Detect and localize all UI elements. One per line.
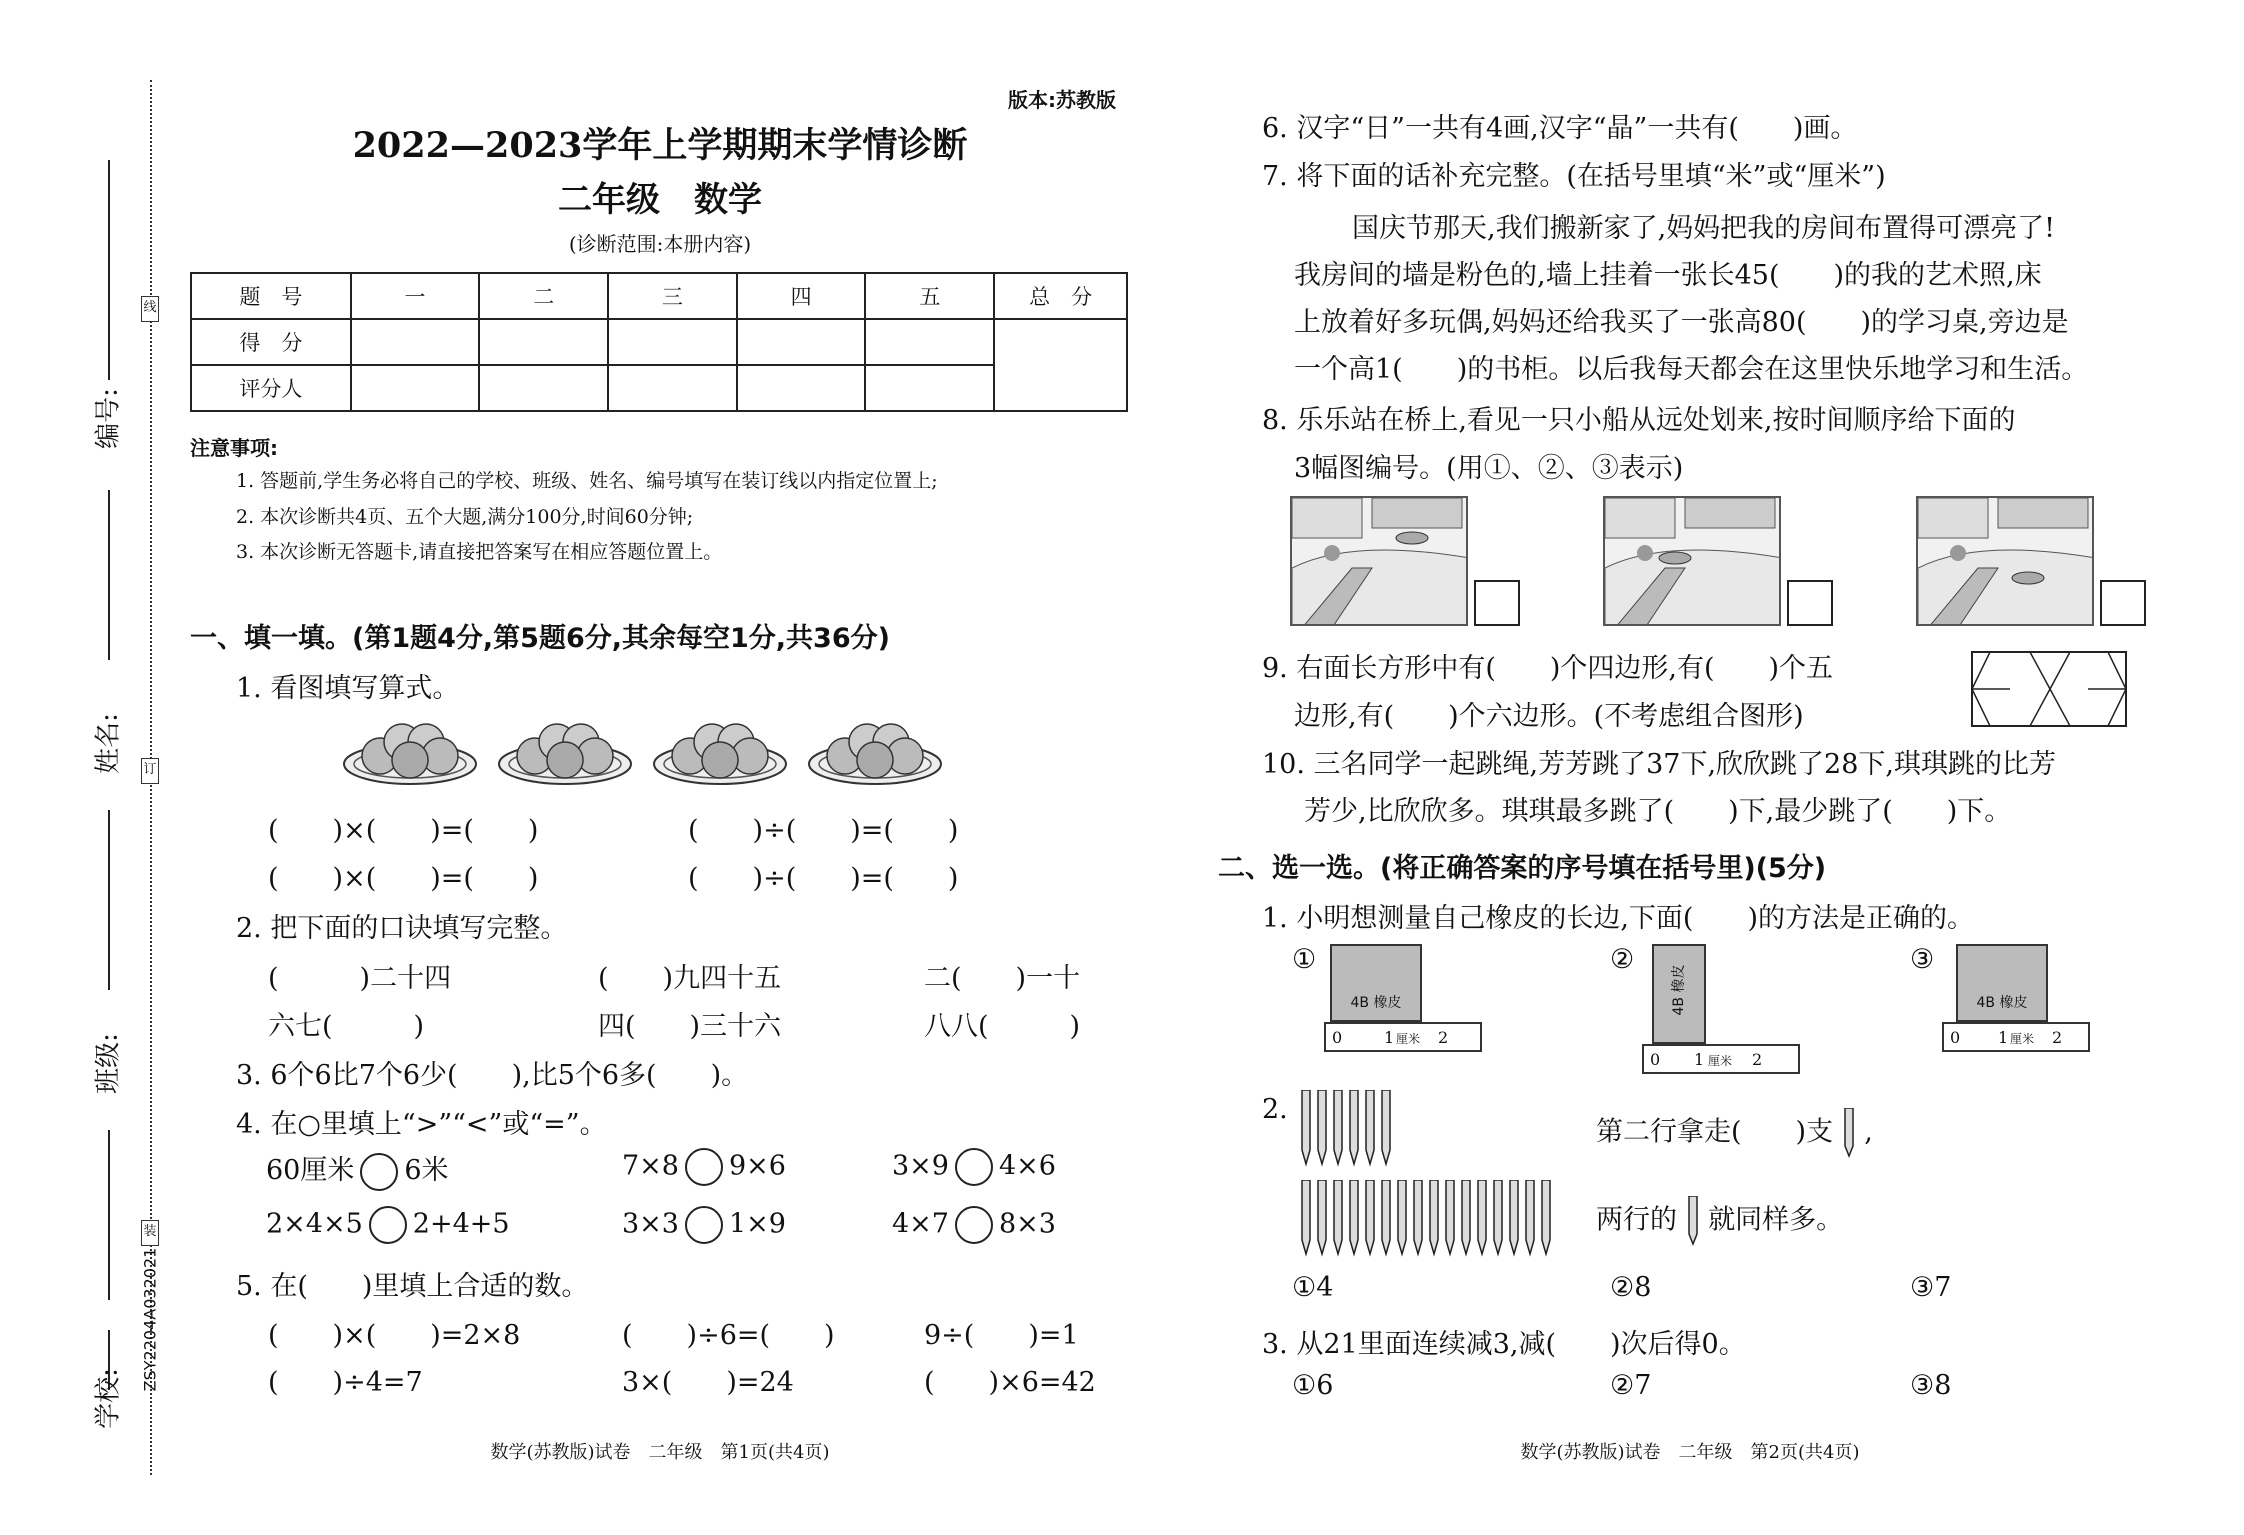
header-cell: 一 [351, 273, 480, 319]
grader-cell[interactable] [351, 365, 480, 411]
paper-code: ZSY2204A032021 [140, 1247, 160, 1392]
eraser-ruler-figure [1324, 944, 1484, 1054]
ruler-icon [1324, 1022, 1482, 1052]
eraser-icon: 4B 橡皮 [1956, 944, 2048, 1022]
q1-equation[interactable]: ( )÷( )=( ) [688, 815, 959, 846]
pencils-row-1 [1298, 1090, 1398, 1170]
eraser-label-vertical: 4B 橡皮 [1671, 964, 1687, 1016]
grader-cell[interactable] [608, 365, 737, 411]
q1-equation[interactable]: ( )×( )=( ) [268, 815, 539, 846]
compare-item [266, 1206, 510, 1244]
fill-number-item[interactable]: ( )÷6=( ) [622, 1320, 835, 1351]
boat-scene-image [1603, 496, 1781, 626]
q10: 10. 三名同学一起跳绳,芳芳跳了37下,欣欣跳了28下,琪琪跳的比芳 [1262, 749, 2056, 780]
bridge-scene-icon [1292, 498, 1468, 626]
page-footer-right: 数学(苏教版)试卷 二年级 第2页(共4页) [1520, 1442, 1860, 1463]
plate-icon [344, 724, 476, 784]
header-cell: 五 [865, 273, 994, 319]
row-label: 得 分 [191, 319, 351, 365]
q1-equation[interactable]: ( )×( )=( ) [268, 863, 539, 894]
score-cell[interactable] [865, 319, 994, 365]
boat-scene-image [1916, 496, 2094, 626]
s2-q2-text[interactable] [1596, 1108, 1873, 1158]
q6[interactable]: 6. 汉字“日”一共有4画,汉字“晶”一共有( )画。 [1262, 113, 1858, 144]
s1-q3[interactable]: 3. 6个6比7个6少( ),比5个6多( )。 [236, 1060, 749, 1091]
ruler-tick-label: 2 [1438, 1028, 1449, 1047]
q9[interactable]: 9. 右面长方形中有( )个四边形,有( )个五 [1262, 653, 1834, 684]
compare-circle[interactable] [685, 1206, 723, 1244]
s2-q3[interactable]: 3. 从21里面连续减3,减( )次后得0。 [1262, 1329, 1746, 1360]
compare-circle[interactable] [955, 1206, 993, 1244]
compare-right: 4×6 [998, 1150, 1056, 1182]
note-item: 3. 本次诊断无答题卡,请直接把答案写在相应答题位置上。 [236, 541, 723, 563]
ruler-tick-label: 1 [1694, 1050, 1705, 1069]
fill-number-item[interactable]: 9÷( )=1 [924, 1320, 1079, 1351]
binding-line-2 [108, 490, 110, 660]
header-cell: 总 分 [994, 273, 1127, 319]
q7-paragraph[interactable]: 我房间的墙是粉色的,墙上挂着一张长45( )的我的艺术照,床 [1294, 260, 2042, 291]
fill-number-item[interactable]: 3×( )=24 [622, 1367, 794, 1398]
s2-q2-number: 2. [1262, 1094, 1288, 1125]
binding-line-4 [108, 1130, 110, 1300]
answer-option[interactable]: ③7 [1910, 1272, 1952, 1303]
compare-right: 8×3 [998, 1208, 1056, 1240]
ruler-unit-label: 厘米 [1708, 1054, 1733, 1068]
binding-line-1 [108, 160, 110, 380]
binding-mark-ding: 订 [141, 758, 159, 784]
compare-left: 60厘米 [266, 1155, 355, 1186]
compare-right: 2+4+5 [412, 1208, 510, 1240]
compare-item [622, 1206, 786, 1244]
fill-number-item[interactable]: ( )×6=42 [924, 1367, 1096, 1398]
q8: 3幅图编号。(用①、②、③表示) [1294, 453, 1684, 484]
grader-cell[interactable] [479, 365, 608, 411]
ruler-tick-label: 2 [2052, 1028, 2063, 1047]
s2-q2-line1-end: , [1864, 1116, 1873, 1148]
pencil-icon [1842, 1108, 1856, 1158]
compare-left: 2×4×5 [266, 1208, 363, 1240]
s1-q1: 1. 看图填写算式。 [236, 673, 460, 704]
section1-heading: 一、填一填。(第1题4分,第5题6分,其余每空1分,共36分) [190, 623, 890, 654]
compare-circle[interactable] [369, 1206, 407, 1244]
polygon-rectangle-figure [1970, 650, 2128, 728]
q10[interactable]: 芳少,比欣欣多。琪琪最多跳了( )下,最少跳了( )下。 [1304, 796, 2012, 827]
section2-heading: 二、选一选。(将正确答案的序号填在括号里)(5分) [1218, 853, 1827, 884]
compare-item [266, 1148, 449, 1191]
compare-circle[interactable] [360, 1153, 398, 1191]
s1-q2: 2. 把下面的口诀填写完整。 [236, 913, 568, 944]
score-table-header [191, 273, 1127, 319]
rhyme-item[interactable]: 四( )三十六 [598, 1011, 782, 1042]
option-marker[interactable]: ③ [1910, 944, 1935, 975]
row-label: 评分人 [191, 365, 351, 411]
answer-box[interactable] [1787, 580, 1833, 626]
header-cell: 二 [479, 273, 608, 319]
score-row [191, 319, 1127, 365]
ruler-unit-label: 厘米 [1396, 1032, 1421, 1046]
option-marker[interactable]: ① [1292, 944, 1317, 975]
eraser-ruler-figure [1942, 944, 2092, 1054]
s2-q2-line2b: 就同样多。 [1708, 1204, 1844, 1236]
s2-q1[interactable]: 1. 小明想测量自己橡皮的长边,下面( )的方法是正确的。 [1262, 903, 1974, 934]
s1-q4: 4. 在○里填上“>”“<”或“=”。 [236, 1109, 607, 1140]
q7-paragraph[interactable]: 上放着好多玩偶,妈妈还给我买了一张高80( )的学习桌,旁边是 [1294, 307, 2069, 338]
q9[interactable]: 边形,有( )个六边形。(不考虑组合图形) [1294, 701, 1804, 732]
eraser-icon: 4B 橡皮 [1330, 944, 1422, 1022]
q7: 7. 将下面的话补充完整。(在括号里填“米”或“厘米”) [1262, 161, 1886, 192]
compare-left: 3×3 [622, 1208, 679, 1240]
q8: 8. 乐乐站在桥上,看见一只小船从远处划来,按时间顺序给下面的 [1262, 405, 2016, 436]
score-cell[interactable] [737, 319, 866, 365]
total-cell[interactable] [994, 319, 1127, 411]
answer-option[interactable]: ①4 [1292, 1272, 1334, 1303]
header-cell: 题 号 [191, 273, 351, 319]
pencil-icon [1686, 1196, 1700, 1246]
compare-right: 6米 [404, 1155, 449, 1186]
compare-left: 7×8 [622, 1150, 679, 1182]
note-item: 2. 本次诊断共4页、五个大题,满分100分,时间60分钟; [236, 506, 694, 528]
q7-paragraph[interactable]: 一个高1( )的书柜。以后我每天都会在这里快乐地学习和生活。 [1294, 354, 2089, 385]
answer-box[interactable] [1474, 580, 1520, 626]
compare-right: 9×6 [728, 1150, 786, 1182]
header-cell: 三 [608, 273, 737, 319]
pencils-row-2 [1298, 1180, 1558, 1260]
grader-row [191, 365, 1127, 411]
score-cell[interactable] [479, 319, 608, 365]
ruler-tick-label: 0 [1332, 1028, 1343, 1047]
answer-box[interactable] [2100, 580, 2146, 626]
number-label: 编号: [93, 388, 124, 449]
compare-circle[interactable] [955, 1148, 993, 1186]
ruler-icon [1942, 1022, 2090, 1052]
s2-q2-line1[interactable]: 第二行拿走( )支 [1596, 1116, 1834, 1148]
compare-right: 1×9 [728, 1208, 786, 1240]
exam-subtitle: 二年级 数学 [558, 180, 762, 220]
ruler-tick-label: 1 [1998, 1028, 2009, 1047]
exam-title: 2022—2023学年上学期期末学情诊断 [352, 125, 968, 166]
plate-icon [654, 724, 786, 784]
ruler-unit-label: 厘米 [2010, 1032, 2035, 1046]
answer-option[interactable]: ③8 [1910, 1370, 1952, 1401]
s1-q5: 5. 在( )里填上合适的数。 [236, 1271, 589, 1302]
binding-line-3 [108, 810, 110, 990]
notes-heading: 注意事项: [190, 436, 278, 460]
s2-q2-text [1596, 1196, 1843, 1246]
binding-mark-xian: 线 [141, 296, 159, 322]
note-item: 1. 答题前,学生务必将自己的学校、班级、姓名、编号填写在装订线以内指定位置上; [236, 470, 938, 492]
rhyme-item[interactable]: 二( )一十 [924, 963, 1081, 994]
ruler-tick-label: 0 [1650, 1050, 1661, 1069]
ruler-icon [1642, 1044, 1800, 1074]
class-label: 班级: [93, 1033, 124, 1094]
grader-cell[interactable] [865, 365, 994, 411]
q7-paragraph: 国庆节那天,我们搬新家了,妈妈把我的房间布置得可漂亮了! [1352, 213, 2056, 244]
boat-scene-image [1290, 496, 1468, 626]
score-cell[interactable] [351, 319, 480, 365]
fill-number-item[interactable]: ( )×( )=2×8 [268, 1320, 521, 1351]
compare-left: 4×7 [892, 1208, 949, 1240]
rhyme-item[interactable]: ( )二十四 [268, 963, 452, 994]
rhyme-item[interactable]: 八八( ) [924, 1011, 1081, 1042]
school-label: 学校: [93, 1368, 124, 1429]
bridge-scene-icon [1605, 498, 1781, 626]
name-label: 姓名: [93, 713, 124, 774]
ruler-tick-label: 2 [1752, 1050, 1763, 1069]
fruit-plates-illustration [340, 712, 960, 792]
compare-item [892, 1206, 1056, 1244]
binding-mark-zhuang: 装 [141, 1220, 159, 1246]
exam-scope: (诊断范围:本册内容) [568, 232, 752, 256]
rhyme-item[interactable]: ( )九四十五 [598, 963, 782, 994]
fill-number-item[interactable]: ( )÷4=7 [268, 1367, 423, 1398]
option-marker[interactable]: ② [1610, 944, 1635, 975]
plate-icon [499, 724, 631, 784]
ruler-tick-label: 0 [1950, 1028, 1961, 1047]
answer-option[interactable]: ②8 [1610, 1272, 1652, 1303]
compare-circle[interactable] [685, 1148, 723, 1186]
q1-equation[interactable]: ( )÷( )=( ) [688, 863, 959, 894]
compare-left: 3×9 [892, 1150, 949, 1182]
answer-option[interactable]: ②7 [1610, 1370, 1652, 1401]
page-footer-left: 数学(苏教版)试卷 二年级 第1页(共4页) [490, 1442, 830, 1463]
s2-q2-line2a: 两行的 [1596, 1204, 1677, 1236]
compare-item [622, 1148, 786, 1186]
compare-item [892, 1148, 1056, 1186]
score-table [190, 272, 1128, 412]
version-label: 版本:苏教版 [1008, 88, 1116, 112]
ruler-tick-label: 1 [1384, 1028, 1395, 1047]
score-cell[interactable] [608, 319, 737, 365]
answer-option[interactable]: ①6 [1292, 1370, 1334, 1401]
grader-cell[interactable] [737, 365, 866, 411]
eraser-ruler-figure [1642, 944, 1822, 1074]
bridge-scene-icon [1918, 498, 2094, 626]
rhyme-item[interactable]: 六七( ) [268, 1011, 425, 1042]
header-cell: 四 [737, 273, 866, 319]
plate-icon [809, 724, 941, 784]
